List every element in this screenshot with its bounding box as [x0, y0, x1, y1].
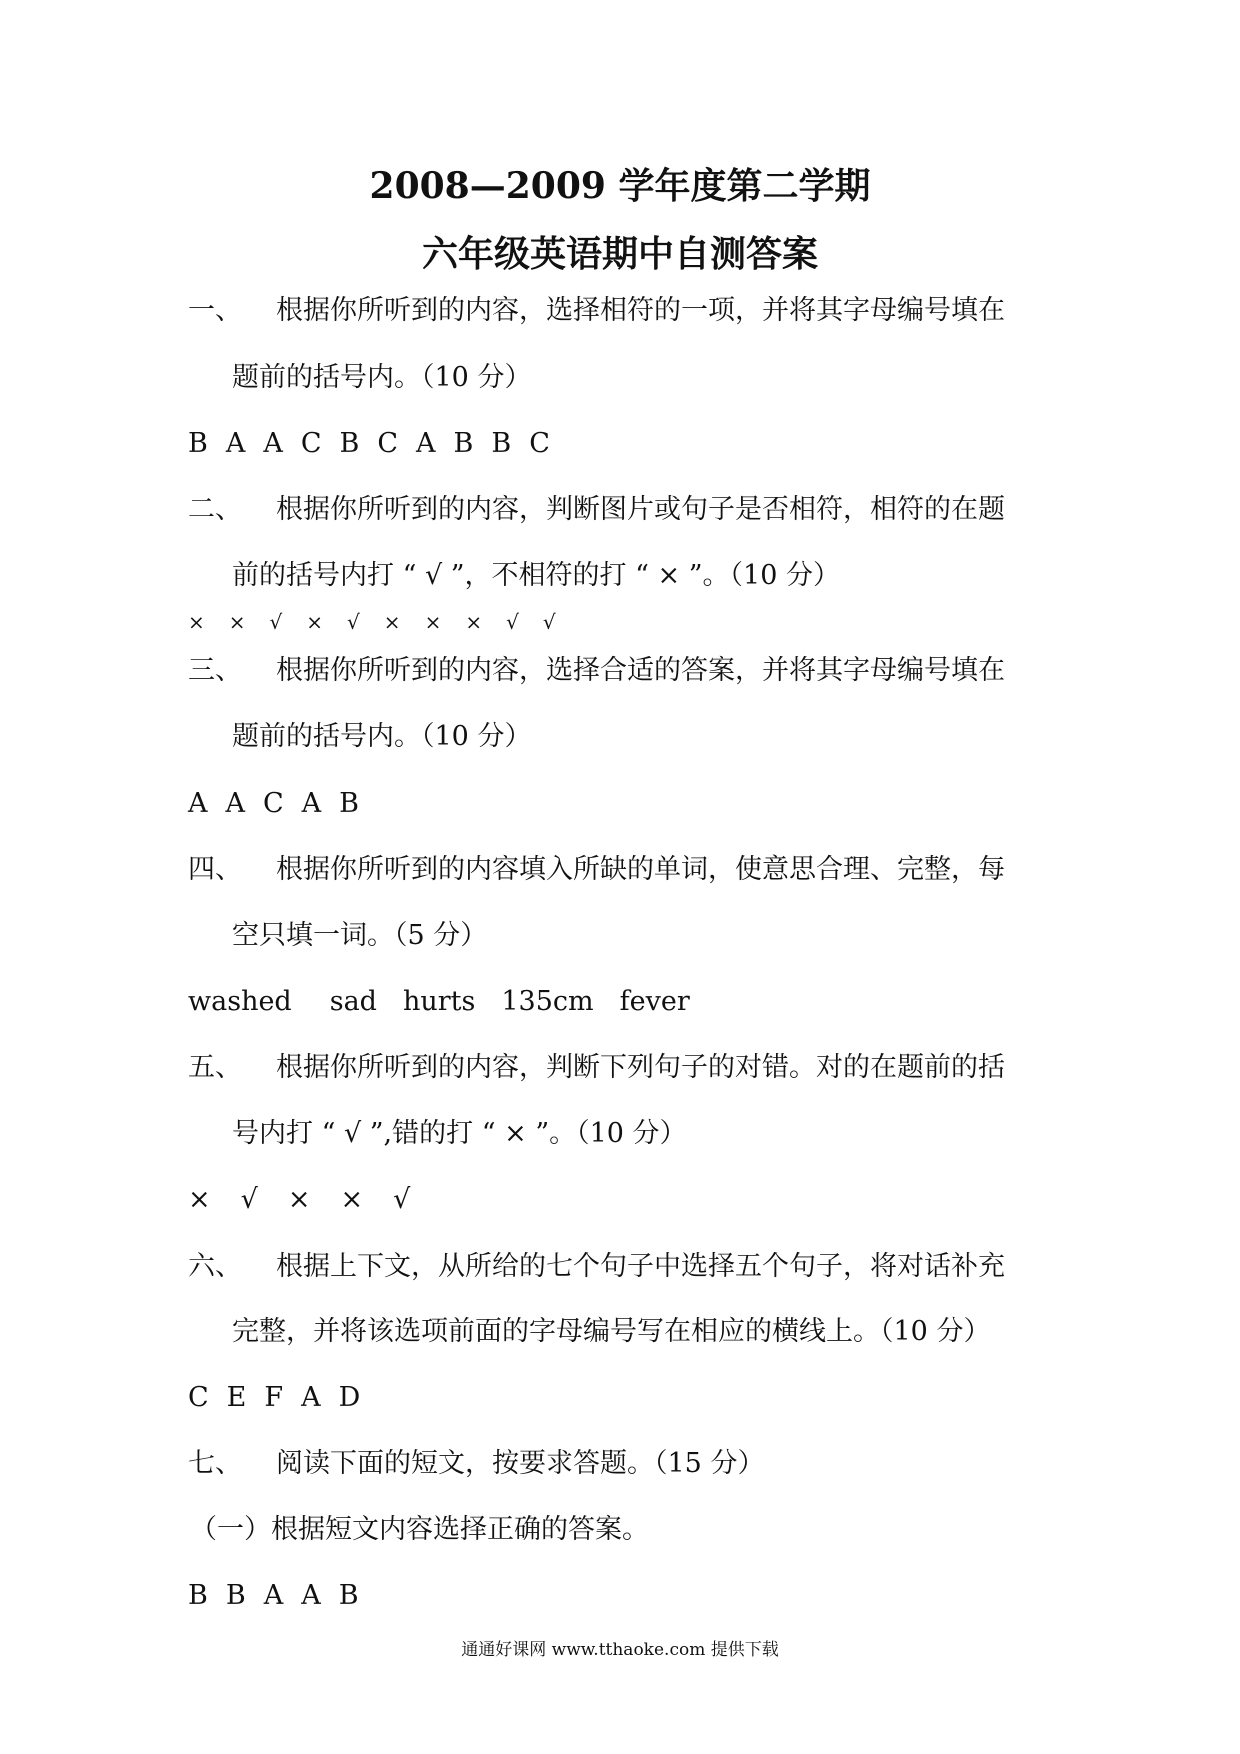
answer-item: A: [225, 428, 246, 459]
section-6-answers: [188, 1384, 378, 1411]
answer-item: ×: [424, 610, 442, 634]
answer-item: ×: [340, 1184, 364, 1215]
title-line-1: 2008—2009 学年度第二学期: [369, 165, 871, 207]
answer-item: C: [263, 788, 284, 819]
answer-item: A: [301, 788, 322, 819]
section-3-instruction-cont: 题前的括号内。（10 分）: [232, 721, 532, 752]
answer-item: √: [542, 610, 556, 634]
section-6-instruction-cont: 完整，并将该选项前面的字母编号写在相应的横线上。（10 分）: [232, 1316, 991, 1347]
section-instruction: 根据你所听到的内容，判断图片或句子是否相符，相符的在题: [276, 494, 1005, 525]
answer-item: ×: [383, 610, 401, 634]
section-number: 六、: [188, 1251, 242, 1282]
answer-item: F: [264, 1382, 284, 1413]
answer-item: C: [188, 1382, 209, 1413]
answer-item: B: [225, 1580, 246, 1611]
section-2-instruction-cont: 前的括号内打 “ √ ”，不相符的打 “ × ”。（10 分）: [232, 560, 840, 591]
section-number: 七、: [188, 1448, 242, 1479]
answer-item: B: [453, 428, 474, 459]
answer-item: ×: [228, 610, 246, 634]
section-1-answers: [188, 430, 568, 457]
section-instruction: 根据上下文，从所给的七个句子中选择五个句子，将对话补充: [276, 1251, 1005, 1282]
answer-item: ×: [188, 1184, 211, 1215]
section-5-answers: [188, 1186, 428, 1213]
section-4-instruction-cont: 空只填一词。（5 分）: [232, 920, 488, 951]
section-number: 一、: [188, 295, 242, 326]
answer-item: B: [339, 428, 360, 459]
answer-item: E: [226, 1382, 247, 1413]
section-instruction: 根据你所听到的内容，选择合适的答案，并将其字母编号填在: [276, 655, 1005, 686]
answer-item: D: [338, 1382, 361, 1413]
answer-item: 135cm: [501, 986, 594, 1017]
answer-item: ×: [306, 610, 324, 634]
answer-item: B: [338, 1580, 359, 1611]
answer-item: √: [347, 610, 360, 634]
answer-item: A: [301, 1580, 321, 1611]
answer-item: √: [393, 1184, 411, 1215]
answer-item: C: [300, 428, 322, 459]
answer-item: A: [225, 788, 245, 819]
answer-item: B: [188, 428, 208, 459]
section-number: 五、: [188, 1052, 242, 1083]
answer-item: ×: [188, 610, 205, 634]
section-4-answers: [188, 988, 708, 1015]
answer-item: B: [339, 788, 360, 819]
section-3-answers: [188, 790, 377, 817]
section-5-instruction-cont: 号内打 “ √ ”,错的打 “ × ”。（10 分）: [232, 1118, 687, 1149]
section-instruction: 根据你所听到的内容，选择相符的一项，并将其字母编号填在: [276, 295, 1005, 326]
section-instruction: 根据你所听到的内容填入所缺的单词，使意思合理、完整，每: [276, 854, 1005, 885]
section-number: 三、: [188, 655, 242, 686]
section-instruction: 根据你所听到的内容，判断下列句子的对错。对的在题前的括: [276, 1052, 1005, 1083]
answer-item: ×: [287, 1184, 311, 1215]
section-number: 四、: [188, 854, 242, 885]
answer-item: A: [416, 428, 436, 459]
answer-item: hurts: [402, 986, 476, 1017]
answer-item: ×: [465, 610, 483, 634]
answer-item: washed: [188, 986, 292, 1017]
answer-item: A: [301, 1382, 321, 1413]
section-7-subsection-title: （一）根据短文内容选择正确的答案。: [190, 1514, 649, 1545]
answer-item: A: [188, 788, 208, 819]
answer-item: B: [491, 428, 512, 459]
answer-item: √: [240, 1184, 258, 1215]
section-1-instruction-cont: 题前的括号内。（10 分）: [232, 362, 532, 393]
answer-item: fever: [619, 986, 690, 1017]
section-instruction: 阅读下面的短文，按要求答题。（15 分）: [276, 1448, 765, 1479]
answer-item: sad: [329, 986, 377, 1017]
answer-item: A: [263, 1580, 284, 1611]
section-number: 二、: [188, 494, 242, 525]
answer-item: C: [377, 428, 399, 459]
footer-source-note: 通通好课网 www.tthaoke.com 提供下载: [461, 1640, 779, 1660]
answer-item: √: [506, 610, 519, 634]
answer-item: B: [188, 1580, 208, 1611]
answer-item: C: [529, 428, 550, 459]
answer-item: A: [263, 428, 283, 459]
section-2-answers: [188, 612, 580, 632]
section-7-answers: [188, 1582, 377, 1609]
answer-item: √: [269, 610, 283, 634]
title-line-2: 六年级英语期中自测答案: [421, 233, 818, 275]
